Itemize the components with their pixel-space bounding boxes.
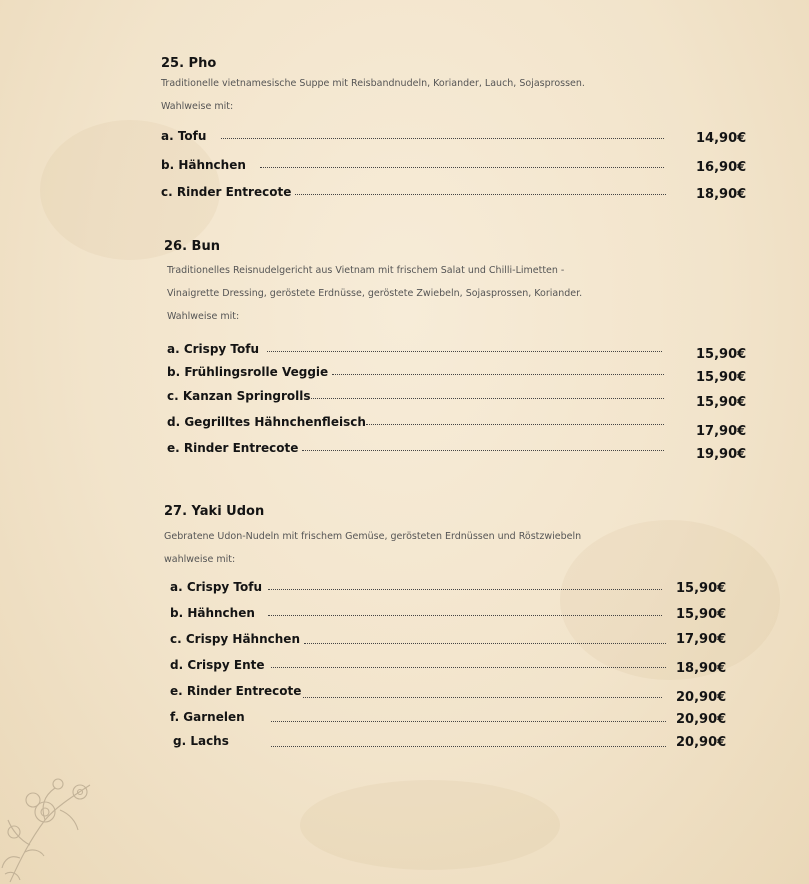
item-price: 15,90€ xyxy=(696,347,747,362)
menu-items-yaki-udon xyxy=(170,0,770,884)
item-price: 18,90€ xyxy=(676,661,727,676)
item-price: 20,90€ xyxy=(676,712,727,727)
item-price: 14,90€ xyxy=(696,131,747,146)
leader-dots xyxy=(304,643,666,644)
item-price: 16,90€ xyxy=(696,160,747,175)
item-label: d. Crispy Ente xyxy=(170,658,265,672)
leader-dots xyxy=(271,721,666,722)
menu-item xyxy=(170,632,740,650)
item-price: 20,90€ xyxy=(676,735,727,750)
item-label: d. Gegrilltes Hähnchenfleisch xyxy=(167,415,366,429)
menu-item xyxy=(170,710,740,728)
item-price: 15,90€ xyxy=(676,607,727,622)
item-label: c. Rinder Entrecote xyxy=(161,185,292,199)
menu-item xyxy=(170,684,740,705)
section-title: 27. Yaki Udon xyxy=(164,504,265,519)
item-label: c. Kanzan Springrolls xyxy=(167,389,311,403)
leader-dots xyxy=(271,667,666,668)
leader-dots xyxy=(268,589,662,590)
menu-item xyxy=(170,734,740,752)
section-description: Vinaigrette Dressing, geröstete Erdnüsse, geröstete Zwiebeln, Sojasprossen, Koriander. xyxy=(167,288,583,299)
item-price: 15,90€ xyxy=(676,581,727,596)
item-price: 19,90€ xyxy=(696,447,747,462)
item-label: b. Hähnchen xyxy=(170,606,255,620)
item-price: 17,90€ xyxy=(676,632,727,647)
item-label: c. Crispy Hähnchen xyxy=(170,632,300,646)
section-description: Gebratene Udon-Nudeln mit frischem Gemüse, gerösteten Erdnüssen und Röstzwiebeln xyxy=(164,531,582,542)
section-description: Traditionelle vietnamesische Suppe mit Reisbandnudeln, Koriander, Lauch, Sojasprossen. xyxy=(161,78,585,89)
item-label: b. Hähnchen xyxy=(161,158,246,172)
item-label: a. Crispy Tofu xyxy=(170,580,263,594)
item-label: a. Tofu xyxy=(161,129,207,143)
section-title: 26. Bun xyxy=(164,239,220,254)
item-label: f. Garnelen xyxy=(170,710,245,724)
section-title: 25. Pho xyxy=(161,56,217,71)
menu-item xyxy=(170,606,740,624)
item-price: 15,90€ xyxy=(696,370,747,385)
item-price: 17,90€ xyxy=(696,424,747,439)
item-label: a. Crispy Tofu xyxy=(167,342,260,356)
floral-ornament-icon xyxy=(0,770,110,884)
item-label: e. Rinder Entrecote xyxy=(170,684,302,698)
item-label: e. Rinder Entrecote xyxy=(167,441,299,455)
item-price: 18,90€ xyxy=(696,187,747,202)
item-price: 15,90€ xyxy=(696,395,747,410)
section-description: Traditionelles Reisnudelgericht aus Vietnam mit frischem Salat und Chilli-Limetten - xyxy=(167,265,565,276)
leader-dots xyxy=(303,697,662,698)
section-choice-note: wahlweise mit: xyxy=(164,554,236,565)
section-choice-note: Wahlweise mit: xyxy=(167,311,240,322)
item-label: b. Frühlingsrolle Veggie xyxy=(167,365,329,379)
item-label: g. Lachs xyxy=(173,734,229,748)
menu-item xyxy=(170,580,740,598)
section-choice-note: Wahlweise mit: xyxy=(161,101,234,112)
leader-dots xyxy=(271,746,666,747)
menu-item xyxy=(170,658,740,676)
leader-dots xyxy=(268,615,662,616)
item-price: 20,90€ xyxy=(676,690,727,705)
